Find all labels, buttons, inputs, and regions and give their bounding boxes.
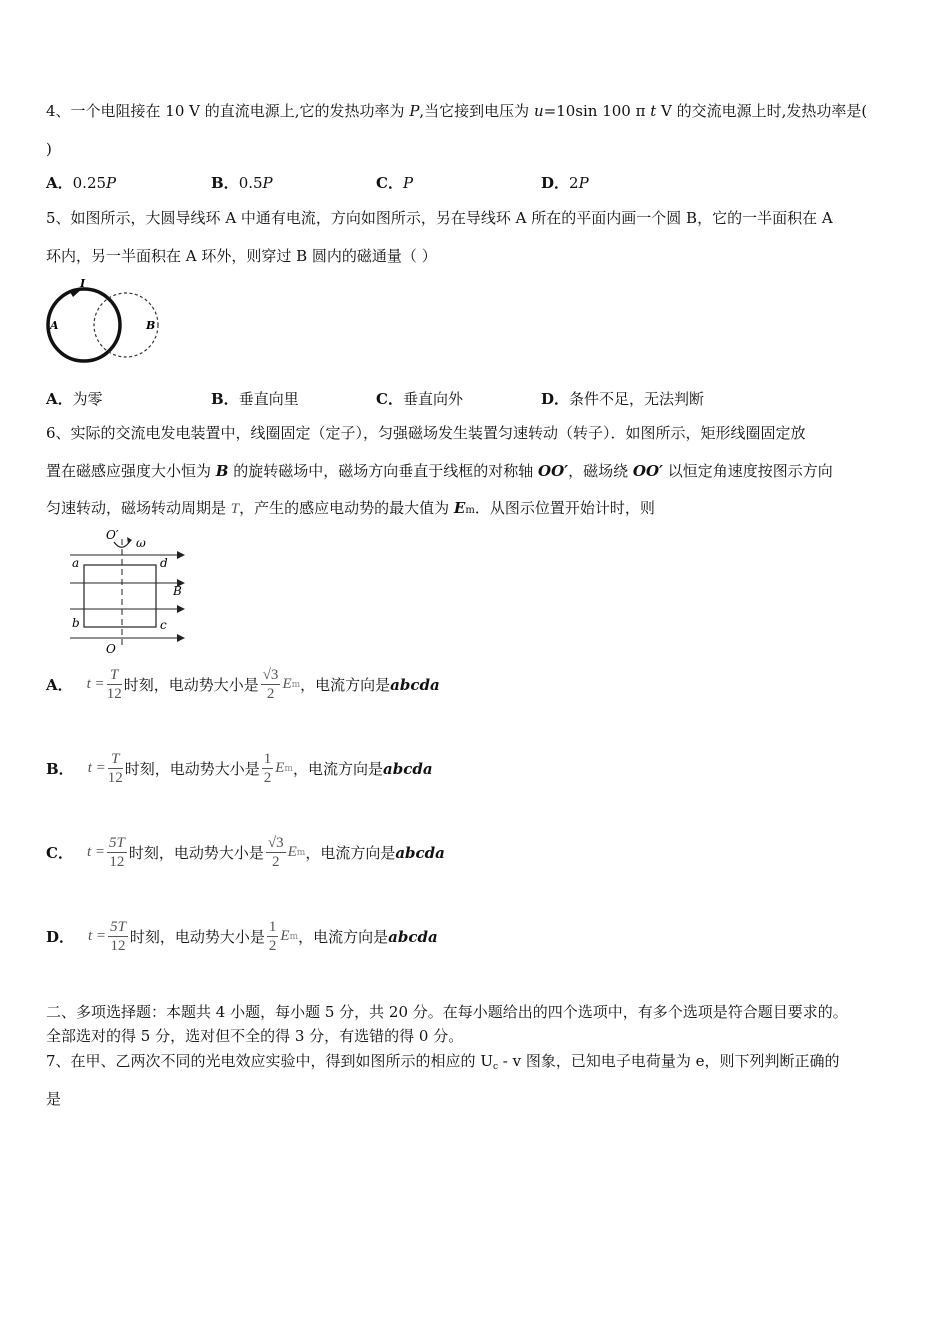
label-A: A [50,319,59,332]
q6-stem-line2: 置在磁感应强度大小恒为 B 的旋转磁场中，磁场方向垂直于线框的对称轴 OO′，磁场绕 OO′ 以恒定角速度按图示方向 [46,462,833,480]
q5-option-b: B．垂直向里 [211,390,299,408]
q6-option-a: A． t = $\frac{T}{12}$ 时刻，电动势大小是 $\frac{√3}{2}$ E m ，电流方向是 abcda [46,667,440,702]
q6-figure-coil [62,525,212,655]
q7-stem-line2: 是 [46,1090,62,1108]
q5-stem-line2: 环内，另一半面积在 A 环外，则穿过 B 圆内的磁通量（ ） [46,247,437,265]
label-I: I [80,278,86,290]
label-B: B [146,319,156,332]
q6-stem-line3: 匀速转动，磁场转动周期是 T，产生的感应电动势的最大值为 Em．从图示位置开始计时，则 [46,499,655,517]
svg-text:b: b [72,616,80,630]
section2-heading-line2: 全部选对的得 5 分，选对但不全的得 3 分，有选错的得 0 分。 [46,1027,464,1045]
q4-option-c: C．P [376,174,414,192]
q4-option-a: A．0.25P [46,174,117,192]
svg-text:B: B [173,584,182,598]
q7-stem-line1: 7、在甲、乙两次不同的光电效应实验中，得到如图所示的相应的 $U_c$ - v 图象，已知电子电荷量为 e，则下列判断正确的 [46,1052,840,1072]
svg-text:ω: ω [136,536,146,550]
svg-text:d: d [160,556,168,570]
ring-a [48,289,120,361]
svg-text:O: O [106,642,116,655]
q5-figure-rings [40,278,170,368]
coil-rect [84,565,156,627]
q6-stem-line1: 6、实际的交流电发电装置中，线圈固定（定子），匀强磁场发生装置匀速转动（转子）．如图所示，矩形线圈固定放 [46,424,806,442]
q6-option-b: B． t = $\frac{T}{12}$ 时刻，电动势大小是 $\frac{1}{2}$ E m ，电流方向是 abcda [46,751,433,786]
q5-option-d: D．条件不足，无法判断 [541,390,705,408]
q6-option-d: D． t = $\frac{5T}{12}$ 时刻，电动势大小是 $\frac{1}{2}$ E m ，电流方向是 abcda [46,919,438,954]
q4-option-d: D．2P [541,174,589,192]
q5-stem-line1: 5、如图所示，大圆导线环 A 中通有电流，方向如图所示，另在导线环 A 所在的平面内画一个圆 B，它的一半面积在 A [46,209,833,227]
q4-option-b: B．0.5P [211,174,273,192]
q5-option-a: A．为零 [46,390,103,408]
section2-heading-line1: 二、多项选择题：本题共 4 小题，每小题 5 分，共 20 分。在每小题给出的四个选项中，有多个选项是符合题目要求的。 [46,1003,848,1021]
q5-option-c: C．垂直向外 [376,390,463,408]
svg-text:a: a [72,556,80,570]
q4-stem: 4、一个电阻接在 10 V 的直流电源上,它的发热功率为 P,当它接到电压为 u=10sin 100 π t V 的交流电源上时,发热功率是( [46,102,868,120]
svg-text:O′: O′ [106,528,119,542]
q6-option-c: C． t = $\frac{5T}{12}$ 时刻，电动势大小是 $\frac{√3}{2}$ E m ，电流方向是 abcda [46,835,445,870]
svg-text:c: c [160,618,167,632]
q4-stem-end: ) [46,140,52,158]
